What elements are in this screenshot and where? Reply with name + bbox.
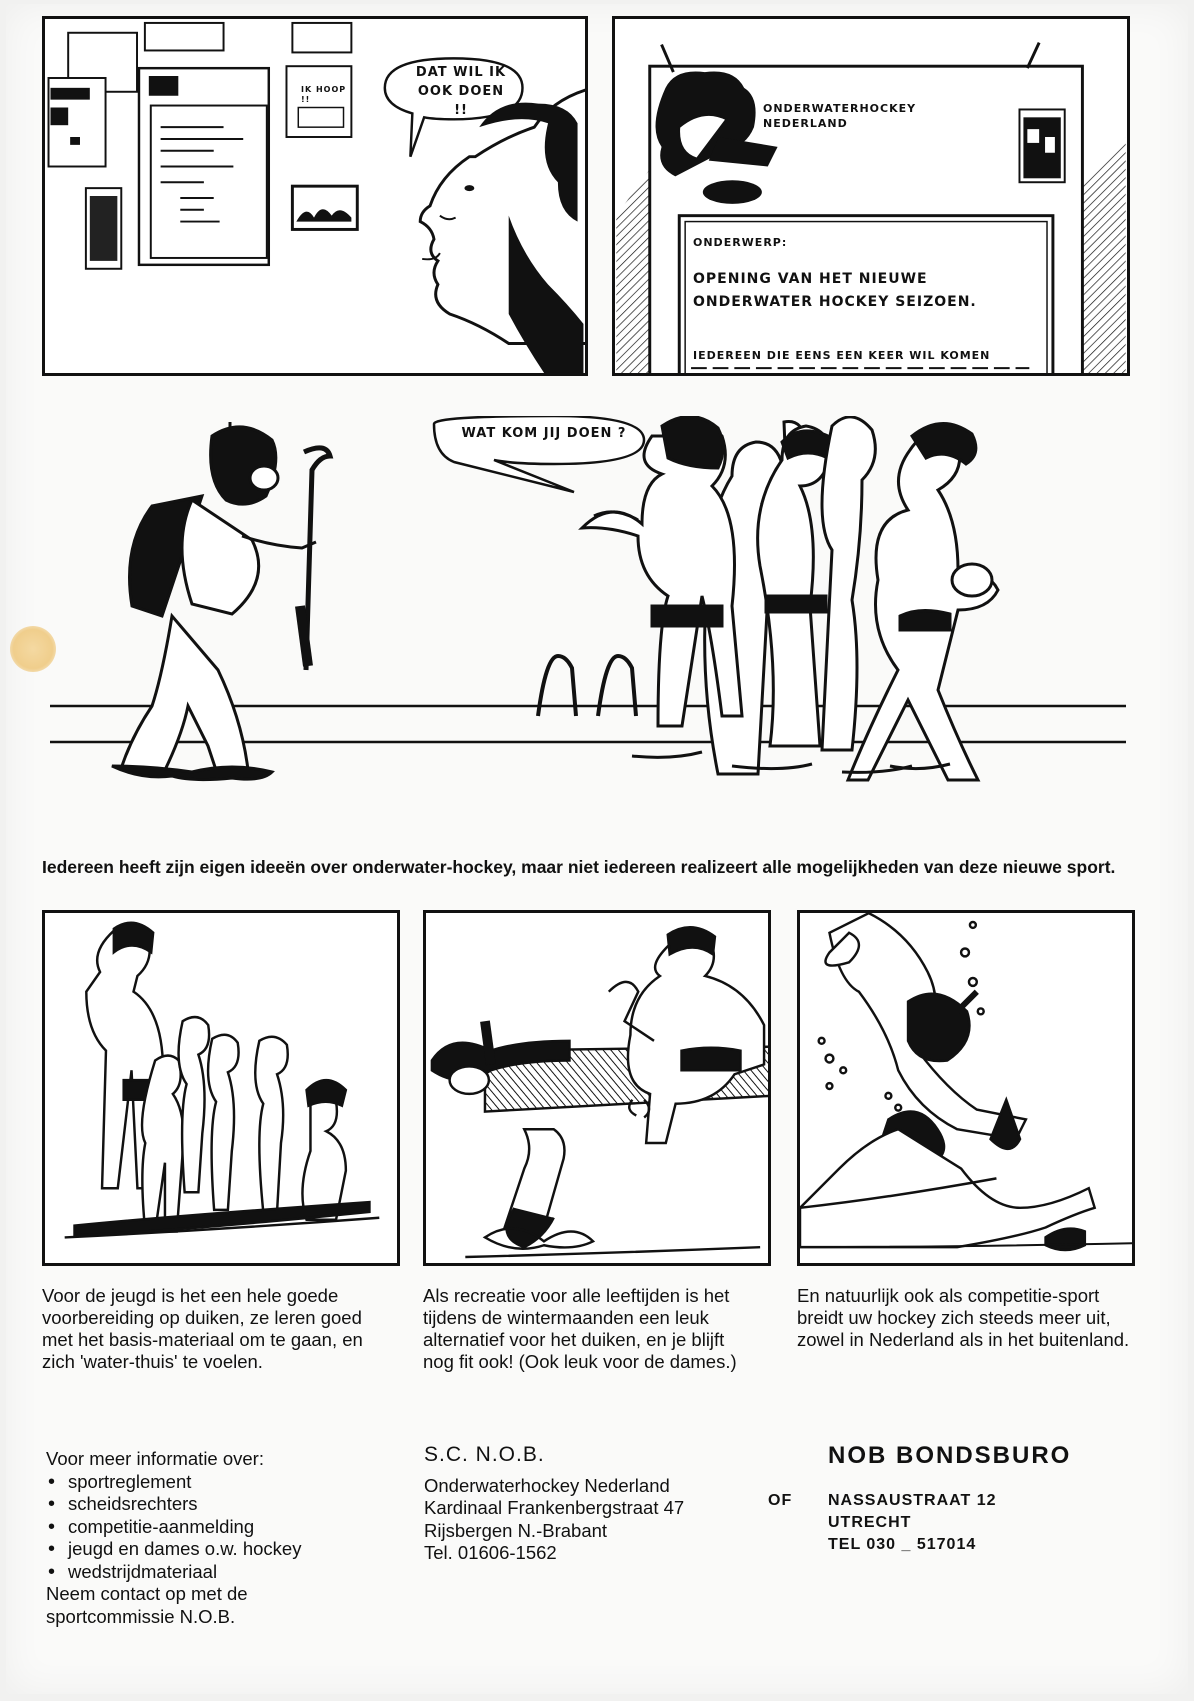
panel2-letter-header: ONDERWATERHOCKEY NEDERLAND bbox=[763, 102, 917, 130]
poolside-drawing bbox=[42, 416, 1132, 826]
info-block bbox=[46, 1448, 386, 1628]
panel1-pinned-note-text: IK HOOP !! bbox=[301, 85, 347, 104]
info-intro: Voor meer informatie over: bbox=[46, 1448, 264, 1469]
panel2-letter-line-1: OPENING VAN HET NIEUWE bbox=[693, 271, 928, 287]
scene-speech-bubble: WAT KOM JIJ DOEN ? bbox=[461, 426, 627, 441]
panel2-subject-label: ONDERWERP: bbox=[693, 236, 788, 249]
contact-scnob-phone: Tel. 01606-1562 bbox=[424, 1542, 557, 1563]
contact-nob-street: NASSAUSTRAAT 12 bbox=[828, 1492, 997, 1509]
info-outro-line-1: Neem contact op met de bbox=[46, 1583, 248, 1604]
info-item-jeugd-dames: • jeugd en dames o.w. hockey bbox=[68, 1538, 386, 1561]
info-item-scheidsrechters: • scheidsrechters bbox=[68, 1493, 386, 1516]
or-label: OF bbox=[768, 1492, 793, 1509]
youth-drawing bbox=[45, 913, 397, 1263]
contact-scnob-line-2: Kardinaal Frankenbergstraat 47 bbox=[424, 1497, 685, 1518]
contact-scnob bbox=[424, 1444, 754, 1565]
caption-youth: Voor de jeugd is het een hele goede voorbereiding op duiken, ze leren goed met het basis-materiaal om te gaan, en zich 'water-thuis' te voelen. bbox=[42, 1285, 363, 1372]
comic-scene-poolside bbox=[42, 416, 1132, 826]
intro-caption: Iedereen heeft zijn eigen ideeën over onderwater-hockey, maar niet iedereen realizeert alle mogelijkheden van deze nieuwe sport. bbox=[42, 857, 1116, 877]
contact-scnob-name: S.C. N.O.B. bbox=[424, 1443, 545, 1466]
info-outro-line-2: sportcommissie N.O.B. bbox=[46, 1605, 236, 1627]
competition-drawing bbox=[800, 913, 1132, 1263]
contact-scnob-line-3: Rijsbergen N.-Brabant bbox=[424, 1519, 608, 1541]
panel2-letter-line-3: IEDEREEN DIE EENS EEN KEER WIL KOMEN bbox=[693, 349, 991, 362]
comic-panel-youth bbox=[42, 910, 400, 1266]
notice-closeup-drawing bbox=[615, 19, 1127, 373]
comic-panel-recreation bbox=[423, 910, 771, 1266]
comic-panel-notice-closeup bbox=[612, 16, 1130, 376]
info-item-sportreglement: • sportreglement bbox=[68, 1471, 386, 1494]
comic-panel-noticeboard bbox=[42, 16, 588, 376]
recreation-drawing bbox=[426, 913, 768, 1263]
panel2-letter-line-2: ONDERWATER HOCKEY SEIZOEN. bbox=[693, 294, 977, 310]
caption-recreation: Als recreatie voor alle leeftijden is het tijdens de wintermaanden een leuk alternatief voor het duiken, en je blijft nog fit ook! (Ook leuk voor de dames.) bbox=[423, 1285, 737, 1372]
flyer-page bbox=[6, 4, 1188, 1694]
info-item-wedstrijdmateriaal: • wedstrijdmateriaal bbox=[68, 1561, 386, 1584]
panel1-speech-bubble: DAT WIL IK OOK DOEN !! bbox=[415, 65, 507, 118]
contact-nob-city: UTRECHT bbox=[828, 1514, 912, 1531]
caption-competition: En natuurlijk ook als competitie-sport breidt uw hockey zich steeds meer uit, zowel in Nederland als in het buitenland. bbox=[797, 1285, 1130, 1350]
info-item-competitie: • competitie-aanmelding bbox=[68, 1516, 386, 1539]
contact-nob-phone: TEL 030 _ 517014 bbox=[828, 1536, 977, 1553]
contact-nob bbox=[828, 1442, 1148, 1556]
comic-panel-competition bbox=[797, 910, 1135, 1266]
info-list bbox=[46, 1471, 386, 1584]
contact-scnob-line-1: Onderwaterhockey Nederland bbox=[424, 1474, 670, 1496]
contact-nob-name: NOB BONDSBURO bbox=[828, 1442, 1072, 1469]
